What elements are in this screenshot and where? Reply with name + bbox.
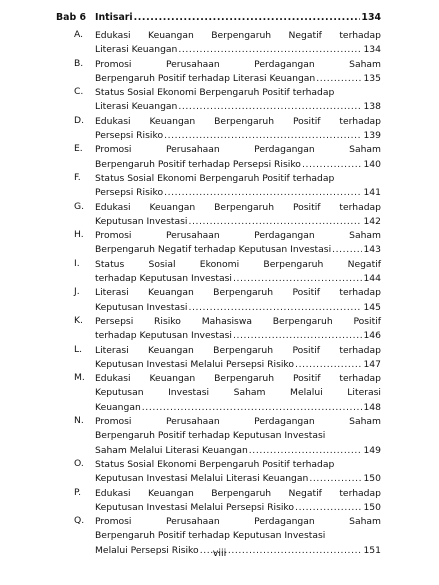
entry-letter: B. xyxy=(74,57,84,69)
toc-entry[interactable] xyxy=(0,172,439,201)
entry-last-line xyxy=(95,444,381,458)
entry-text-line xyxy=(95,172,381,186)
entry-text-line xyxy=(95,515,381,529)
toc-entry[interactable] xyxy=(0,372,439,415)
entry-text: Keuangan xyxy=(149,115,196,127)
entry-last-line xyxy=(95,186,381,200)
entry-text: Keuangan xyxy=(148,30,194,41)
entry-text: Berpengaruh xyxy=(214,373,275,385)
entry-text: Keputusan Investasi Melalui Persepsi Risiko xyxy=(95,358,295,370)
entry-text: Keputusan Investasi Melalui Persepsi Risiko xyxy=(95,501,295,513)
entry-text: Perusahaan xyxy=(165,58,220,70)
entry-page-number: 149 xyxy=(363,444,381,456)
entry-text: Edukasi xyxy=(95,487,131,499)
entry-text-line xyxy=(95,372,381,386)
toc-entry[interactable] xyxy=(0,286,439,315)
entry-text-block xyxy=(95,344,381,373)
entry-text: Literasi Keuangan xyxy=(95,44,178,56)
entry-last-line xyxy=(95,401,381,415)
entry-text: Saham Melalui Literasi Keuangan xyxy=(95,444,248,456)
entry-letter: F. xyxy=(74,171,81,183)
entry-letter: K. xyxy=(74,314,83,326)
entry-text: Berpengaruh xyxy=(272,315,333,327)
entry-text-line xyxy=(95,143,381,157)
entry-text: terhadap xyxy=(339,344,381,356)
dot-leader xyxy=(309,472,362,486)
entry-page-number: 139 xyxy=(363,130,381,142)
entry-text-block xyxy=(95,29,381,58)
entry-text-block xyxy=(95,487,381,516)
entry-text: Perusahaan xyxy=(165,230,220,242)
entry-text: Promosi xyxy=(95,58,132,70)
entry-letter: A. xyxy=(74,29,84,40)
dot-leader xyxy=(295,358,362,372)
entry-last-line xyxy=(95,129,381,143)
entry-text-line xyxy=(95,344,381,358)
entry-text: Literasi xyxy=(95,344,129,356)
entry-text-line xyxy=(95,201,381,215)
dot-leader xyxy=(188,215,362,229)
toc-entry[interactable] xyxy=(0,58,439,87)
entry-text-line xyxy=(95,58,381,72)
entry-last-line xyxy=(95,358,381,372)
entry-text: Mahasiswa xyxy=(201,315,252,327)
page-footer-number: viii xyxy=(212,548,227,559)
entry-text-line xyxy=(95,415,381,429)
toc-entry[interactable] xyxy=(0,487,439,516)
entry-last-line xyxy=(95,329,381,343)
entry-letter: I. xyxy=(74,257,80,269)
entry-text-block xyxy=(95,143,381,172)
entry-text: terhadap Keputusan Investasi xyxy=(95,330,232,342)
entry-last-line xyxy=(95,215,381,229)
entry-text: Literasi Keuangan xyxy=(95,101,178,113)
entry-text: Perdagangan xyxy=(254,516,315,528)
entry-text-block xyxy=(95,315,381,344)
entry-text: Saham xyxy=(349,58,381,70)
entry-text: Perusahaan xyxy=(165,416,220,428)
entry-text: Berpengaruh xyxy=(211,30,272,41)
entry-page-number: 150 xyxy=(363,473,381,485)
entry-text-block xyxy=(95,286,381,315)
entry-text-line xyxy=(95,286,381,300)
entry-last-line xyxy=(95,272,381,286)
dot-leader xyxy=(178,43,362,57)
entry-text: Keputusan xyxy=(95,387,144,399)
toc-entry[interactable] xyxy=(0,86,439,115)
entry-letter: E. xyxy=(74,143,83,155)
entry-text: Saham xyxy=(349,516,381,528)
entry-text: Positif xyxy=(292,344,320,356)
entry-text: Berpengaruh xyxy=(263,258,324,270)
chapter-title: Intisari xyxy=(95,12,133,23)
entry-text-line xyxy=(95,115,381,129)
entry-text: Berpengaruh Positif terhadap Keputusan Investasi xyxy=(95,430,326,442)
entry-text: terhadap xyxy=(339,201,381,213)
entry-text: Promosi xyxy=(95,416,132,428)
entry-page-number: 134 xyxy=(363,44,381,56)
entry-text: terhadap xyxy=(339,487,381,499)
entry-page-number: 146 xyxy=(363,330,381,342)
entry-text-block xyxy=(95,372,381,415)
entry-text: Perdagangan xyxy=(254,230,315,242)
entry-text: Positif xyxy=(292,201,321,213)
entry-last-line xyxy=(95,100,381,114)
entry-text: Keuangan xyxy=(148,344,194,356)
entry-letter: H. xyxy=(74,229,84,241)
toc-entry[interactable] xyxy=(0,201,439,230)
entry-text: Positif xyxy=(292,115,321,127)
entry-text: Positif xyxy=(353,315,381,327)
toc-entry[interactable] xyxy=(0,115,439,144)
entry-page-number: 147 xyxy=(363,358,381,370)
entry-text: Berpengaruh xyxy=(214,115,275,127)
entry-text: Investasi xyxy=(168,387,210,399)
entry-text: Persepsi Risiko xyxy=(95,187,164,199)
toc-entry[interactable] xyxy=(0,415,439,458)
entry-text-block xyxy=(95,415,381,458)
entry-text: Keputusan Investasi xyxy=(95,215,188,227)
entry-text: Saham xyxy=(349,230,381,242)
entry-text: Saham xyxy=(349,416,381,428)
entry-text-block xyxy=(95,58,381,87)
entry-text: Keuangan xyxy=(148,287,194,299)
dot-leader xyxy=(164,129,362,143)
entry-last-line xyxy=(95,472,381,486)
entry-last-line xyxy=(95,43,381,57)
entry-page-number: 151 xyxy=(363,544,381,556)
entry-text: Negatif xyxy=(347,258,381,270)
entry-text: Keuangan xyxy=(149,373,196,385)
entry-text: Edukasi xyxy=(95,373,131,385)
toc-entry[interactable] xyxy=(0,143,439,172)
entry-text: Berpengaruh Positif terhadap Persepsi Risiko xyxy=(95,158,301,170)
entry-page-number: 135 xyxy=(363,72,381,84)
entry-text-line xyxy=(95,458,381,472)
entry-page-number: 142 xyxy=(363,215,381,227)
entry-text: Keuangan xyxy=(148,487,194,499)
toc-entry[interactable] xyxy=(0,344,439,373)
entry-text-line xyxy=(95,86,381,100)
entry-text: Perdagangan xyxy=(254,416,315,428)
entry-text: Edukasi xyxy=(95,115,131,127)
entry-text: Literasi xyxy=(95,287,129,299)
entry-letter: D. xyxy=(74,114,84,126)
chapter-title-line xyxy=(95,12,381,23)
entry-letter: O. xyxy=(74,457,84,469)
entry-text: Berpengaruh Positif terhadap Keputusan Investasi xyxy=(95,530,326,542)
entry-text: Perdagangan xyxy=(254,58,315,70)
toc-entry[interactable] xyxy=(0,29,439,58)
dot-leader xyxy=(178,100,362,114)
dot-leader xyxy=(164,186,362,200)
entry-text: Negatif xyxy=(288,30,322,41)
entry-text-block xyxy=(95,86,381,115)
entry-text: terhadap xyxy=(339,287,381,299)
entry-text-block xyxy=(95,258,381,287)
dot-leader xyxy=(142,401,363,415)
entry-text: Ekonomi xyxy=(199,258,240,270)
chapter-heading xyxy=(0,12,439,29)
entry-letter: L. xyxy=(74,343,83,355)
entry-text: Berpengaruh xyxy=(213,287,274,299)
entry-text: terhadap xyxy=(339,30,381,41)
entry-text: Status Sosial Ekonomi Berpengaruh Positif terhadap xyxy=(95,172,335,184)
entry-letter: M. xyxy=(74,372,85,384)
entry-text: Melalui xyxy=(290,387,323,399)
entry-page-number: 150 xyxy=(363,501,381,513)
entry-page-number: 143 xyxy=(363,244,381,256)
toc-entry[interactable] xyxy=(0,458,439,487)
entry-text: Edukasi xyxy=(95,30,131,41)
entry-text: Persepsi Risiko xyxy=(95,130,164,142)
dot-leader xyxy=(233,272,362,286)
entry-text: terhadap xyxy=(339,373,381,385)
entry-text: Berpengaruh xyxy=(211,487,272,499)
entry-text-block xyxy=(95,229,381,258)
entry-text: Berpengaruh Positif terhadap Literasi Keuangan xyxy=(95,72,316,84)
entry-text: Keputusan Investasi Melalui Literasi Keuangan xyxy=(95,473,309,485)
entry-text: Status Sosial Ekonomi Berpengaruh Positif terhadap xyxy=(95,458,335,470)
entry-text: Positif xyxy=(292,287,320,299)
entry-text-line xyxy=(95,386,381,400)
toc-entry[interactable] xyxy=(0,258,439,287)
entry-letter: P. xyxy=(74,486,82,498)
entry-letter: Q. xyxy=(74,515,85,527)
dot-leader xyxy=(188,301,362,315)
entry-text: Literasi xyxy=(347,387,381,399)
entry-text-line xyxy=(95,258,381,272)
dot-leader xyxy=(249,444,363,458)
entry-text: terhadap Keputusan Investasi xyxy=(95,273,232,285)
entry-text-line xyxy=(95,315,381,329)
entry-text-line xyxy=(95,487,381,501)
entry-text: Persepsi xyxy=(95,315,134,327)
entry-text-block xyxy=(95,458,381,487)
entry-text: Keputusan Investasi xyxy=(95,301,188,313)
dot-leader xyxy=(295,501,362,515)
entry-page-number: 140 xyxy=(363,158,381,170)
entry-letter: J. xyxy=(74,286,80,298)
toc-entries xyxy=(0,29,439,558)
entry-text: Promosi xyxy=(95,144,132,156)
entry-text: Perusahaan xyxy=(165,144,220,156)
chapter-label: Bab 6 xyxy=(56,12,86,23)
dot-leader xyxy=(233,329,362,343)
entry-text: Sosial xyxy=(148,258,176,270)
toc-entry[interactable] xyxy=(0,229,439,258)
entry-text-block xyxy=(95,115,381,144)
entry-text: Promosi xyxy=(95,516,132,528)
chapter-page-number: 134 xyxy=(361,12,381,23)
entry-text: Perdagangan xyxy=(254,144,315,156)
entry-text-block xyxy=(95,172,381,201)
entry-text: Risiko xyxy=(154,315,181,327)
dot-leader xyxy=(316,72,362,86)
entry-letter: G. xyxy=(74,200,85,212)
entry-text: Berpengaruh xyxy=(213,344,274,356)
table-of-contents xyxy=(0,12,439,558)
entry-text: Positif xyxy=(292,373,321,385)
entry-page-number: 141 xyxy=(363,187,381,199)
toc-entry[interactable] xyxy=(0,315,439,344)
entry-text: Saham xyxy=(233,387,266,399)
entry-text-line xyxy=(95,529,381,543)
entry-text: Berpengaruh Negatif terhadap Keputusan Investasi xyxy=(95,244,332,256)
entry-text: Berpengaruh xyxy=(214,201,275,213)
entry-page-number: 144 xyxy=(363,273,381,285)
entry-letter: N. xyxy=(74,415,84,427)
entry-text: Edukasi xyxy=(95,201,131,213)
entry-text: Melalui Persepsi Risiko xyxy=(95,544,199,556)
entry-last-line xyxy=(95,72,381,86)
entry-text: Perusahaan xyxy=(165,516,220,528)
entry-text: Status xyxy=(95,258,125,270)
entry-letter: C. xyxy=(74,86,84,98)
entry-text-line xyxy=(95,29,381,43)
entry-text: Keuangan xyxy=(95,401,141,413)
entry-text-line xyxy=(95,429,381,443)
dot-leader xyxy=(302,158,363,172)
entry-text: terhadap xyxy=(339,115,381,127)
entry-text: Saham xyxy=(349,144,381,156)
entry-page-number: 148 xyxy=(363,401,381,413)
entry-last-line xyxy=(95,501,381,515)
dot-leader xyxy=(332,243,362,257)
entry-last-line xyxy=(95,301,381,315)
entry-text: Status Sosial Ekonomi Berpengaruh Positif terhadap xyxy=(95,87,335,99)
entry-text-line xyxy=(95,229,381,243)
entry-page-number: 138 xyxy=(363,101,381,113)
entry-text-block xyxy=(95,201,381,230)
entry-text: Negatif xyxy=(288,487,322,499)
entry-page-number: 145 xyxy=(363,301,381,313)
entry-last-line xyxy=(95,158,381,172)
entry-text: Promosi xyxy=(95,230,132,242)
entry-text: Keuangan xyxy=(149,201,196,213)
dot-leader xyxy=(134,12,361,23)
entry-last-line xyxy=(95,243,381,257)
